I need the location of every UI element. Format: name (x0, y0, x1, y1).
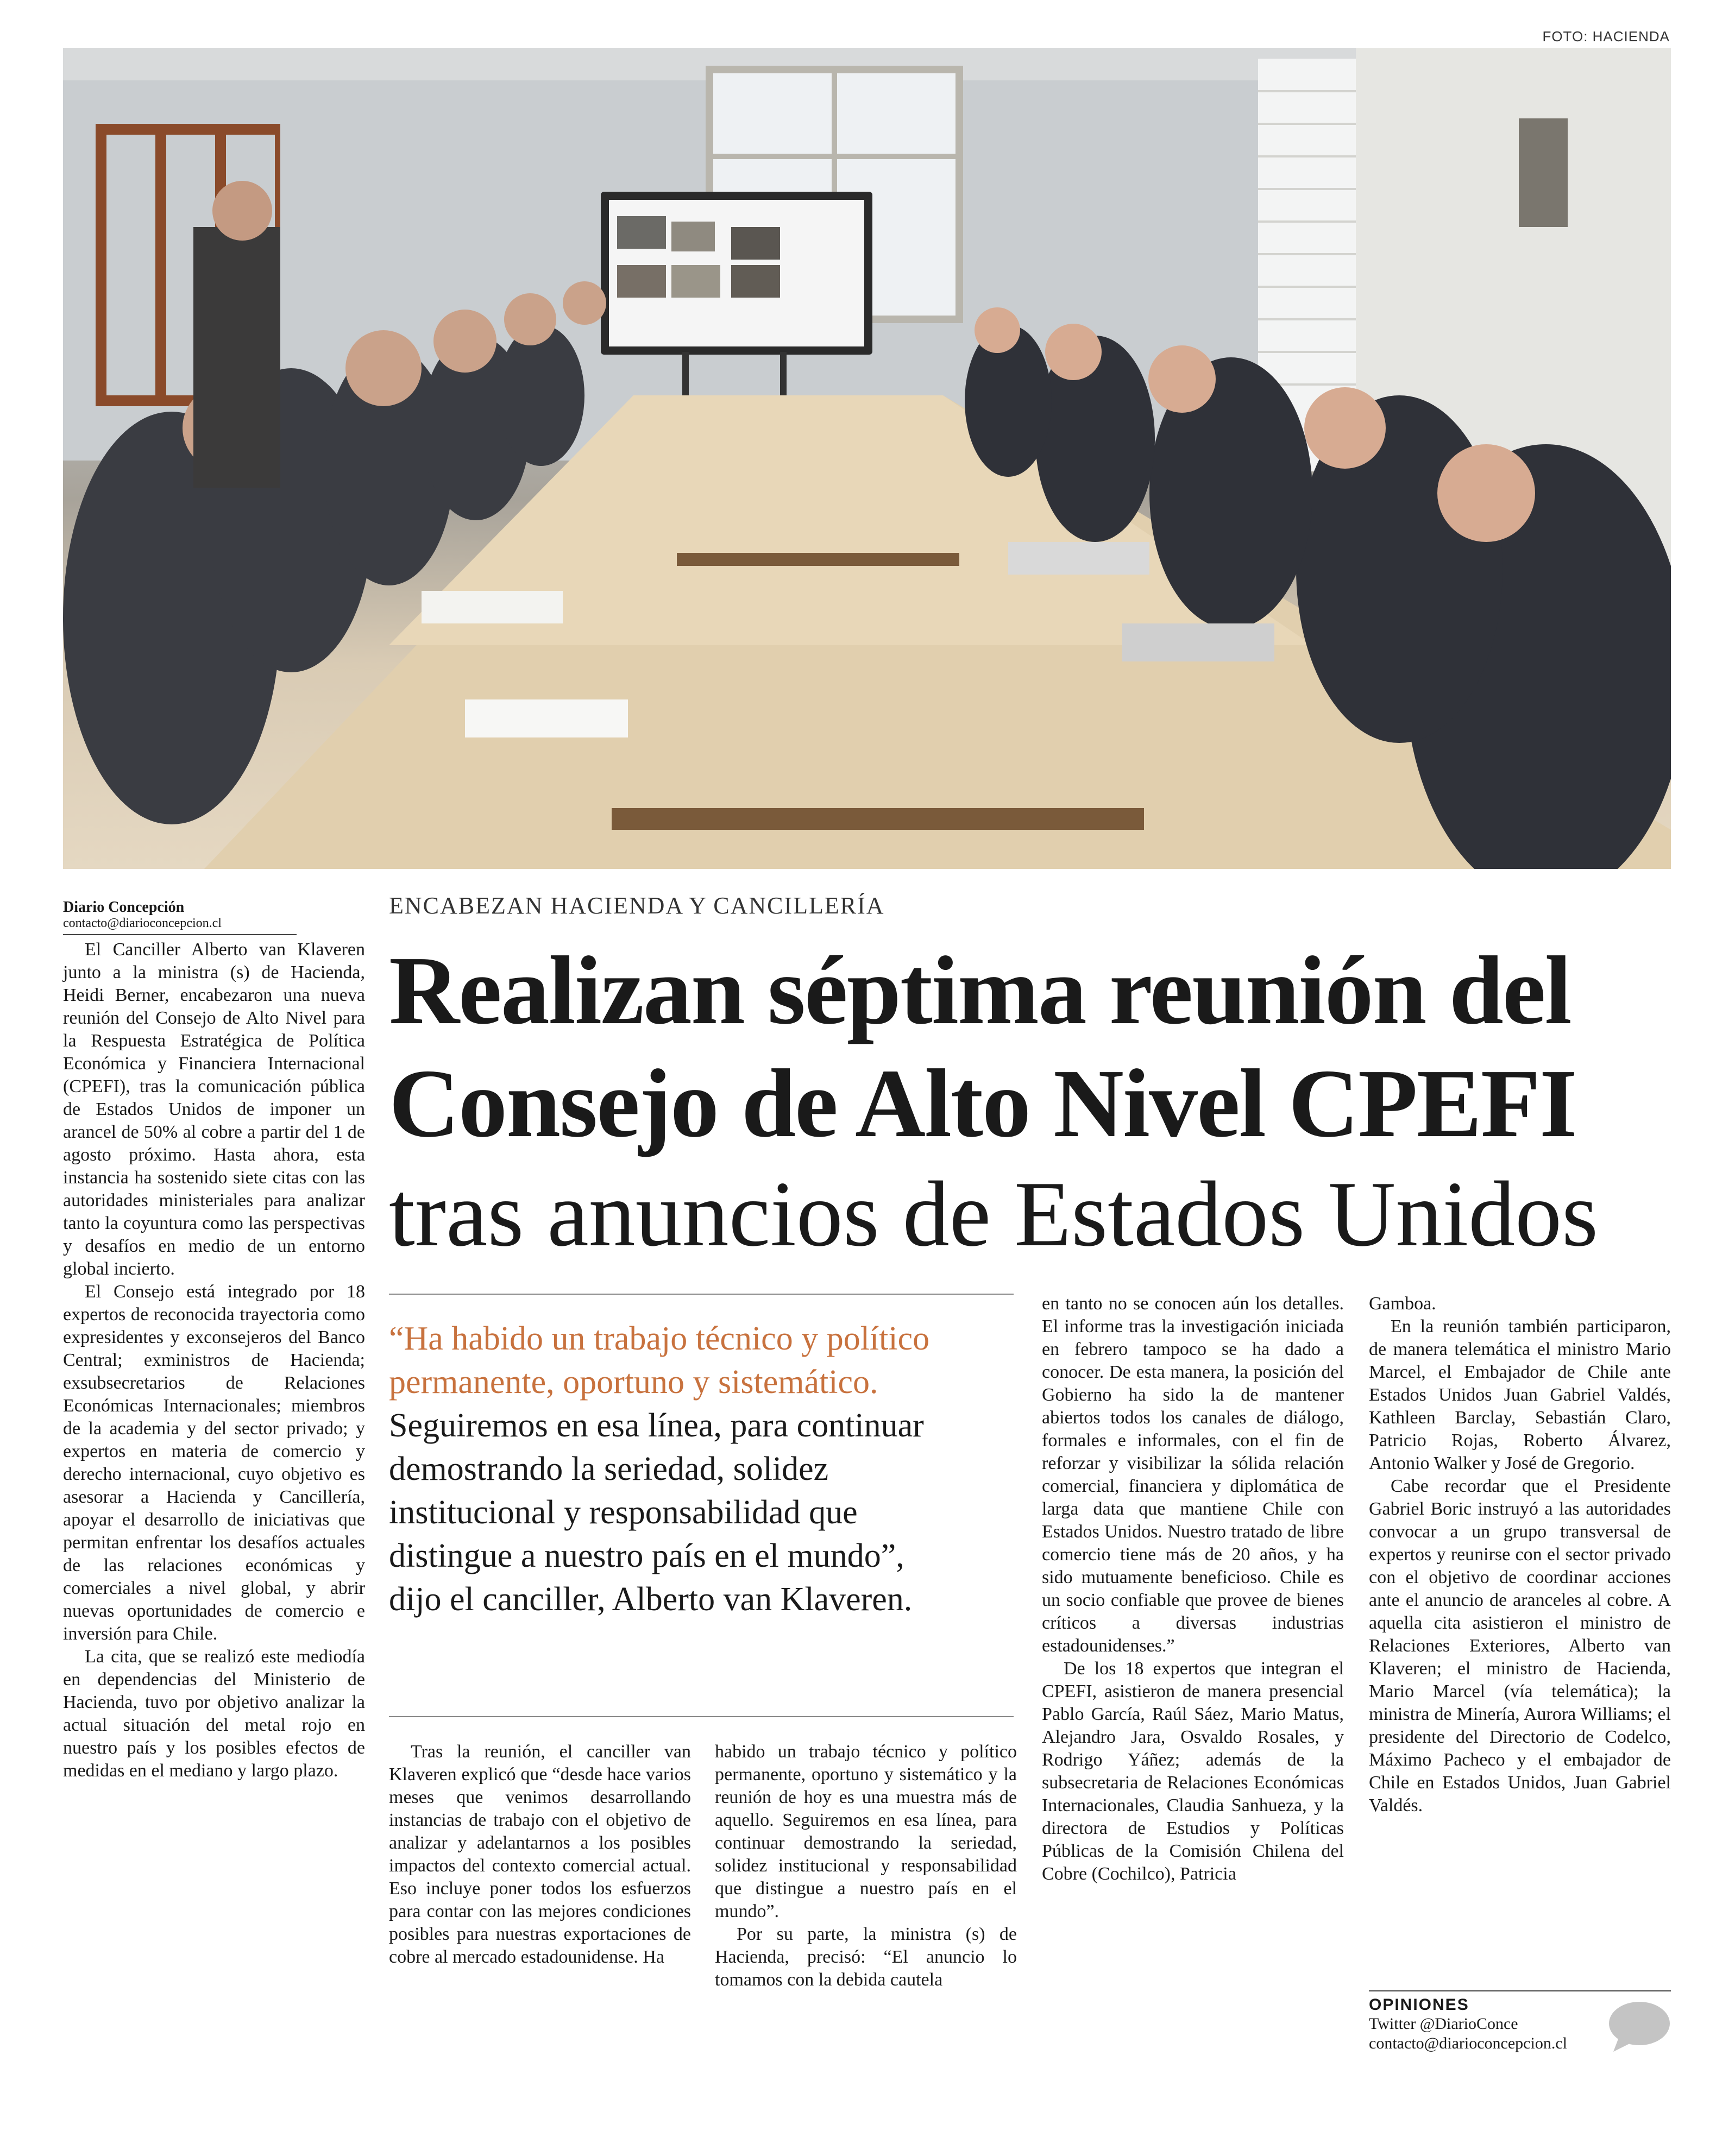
meeting-photo (63, 48, 1671, 869)
speech-bubble-icon (1607, 2000, 1671, 2054)
kicker: ENCABEZAN HACIENDA Y CANCILLERÍA (389, 892, 885, 919)
paragraph: en tanto no se conocen aún los detalles. El informe tras la investigación iniciada en febrero tampoco se ha dado a conocer. De esta manera, la posición del Gobierno ha sido la de mantener abiertos todos los canales de diálogo, formales e informales, con el fin de reforzar y visibilizar la sólida relación comercial, financiera y diplomática de larga data que mantiene Chile con Estados Unidos. Nuestro tratado de libre comercio tiene más de 20 años, y ha sido mutuamente beneficioso. Chile es un socio confiable que provee de bienes críticos a diversas industrias estadounidenses.” (1042, 1294, 1344, 1656)
headline-line-3: tras anuncios de Estados Unidos (389, 1163, 1599, 1266)
paragraph: Gamboa. (1369, 1294, 1436, 1314)
photo-credit: FOTO: HACIENDA (1542, 28, 1670, 45)
paragraph: Cabe recordar que el Presidente Gabriel Boric instruyó a las autoridades convocar a un grupo transversal de expertos y reunirse con el sector privado con el objetivo de coordinar acciones ante el anuncio de aranceles al cobre. A aquella cita asistieron el ministro de Relaciones Exteriores, Alberto van Klaveren; el ministro de Hacienda, Mario Marcel (vía telemática); la ministra de Minería, Aurora Williams; el presidente del Directorio de Codelco, Máximo Pacheco y el embajador de Chile en Estados Unidos, Juan Gabriel Valdés. (1369, 1476, 1671, 1815)
quote-bottom-rule (389, 1716, 1014, 1717)
opiniones-rule (1369, 1990, 1671, 1991)
article-column-1 (63, 938, 365, 1782)
headline (389, 934, 1682, 1269)
paragraph: El Consejo está integrado por 18 expertos de reconocida trayectoria como expresidentes y exconsejeros del Banco Central; exministros de Hacienda; exsubsecretarios de Relaciones Económicas Internacionales; miembros de la academia y del sector privado; y expertos en materia de comercio y derecho internacional, cuyo objetivo es asesorar a Hacienda y Cancillería, apoyar el desarrollo de iniciativas que permitan enfrentar los desafíos actuales de las relaciones económicas y comerciales a nivel global, y abrir nuevas oportunidades de comercio e inversión para Chile. (63, 1282, 365, 1644)
opiniones-twitter[interactable]: Twitter @DiarioConce (1369, 2015, 1518, 2033)
article-column-2 (389, 1741, 691, 1969)
byline (63, 899, 297, 935)
pull-quote-highlight: “Ha habido un trabajo técnico y político permanente, oportuno y sistemático. (389, 1320, 930, 1401)
opiniones-title: OPINIONES (1369, 1996, 1469, 2014)
article-column-5 (1369, 1293, 1671, 1817)
opiniones-email[interactable]: contacto@diarioconcepcion.cl (1369, 2034, 1567, 2052)
paragraph: La cita, que se realizó este mediodía en dependencias del Ministerio de Hacienda, tuvo por objetivo analizar la actual situación del metal rojo en nuestro país y los posibles efectos de medidas en el mediano y largo plazo. (63, 1647, 365, 1781)
headline-line-1: Realizan séptima reunión del (389, 936, 1571, 1044)
article-column-4 (1042, 1293, 1344, 1886)
pull-quote (389, 1317, 948, 1621)
paragraph: De los 18 expertos que integran el CPEFI, asistieron de manera presencial Pablo García, Raúl Sáez, Mario Matus, Alejandro Jara, Osvaldo Rosales, y Rodrigo Yáñez; además de la subsecretaria de Relaciones Económicas Internacionales, Claudia Sanhueza, y la directora de Estudios y Políticas Públicas de la Comisión Chilena del Cobre (Cochilco), Patricia (1042, 1659, 1344, 1884)
byline-name: Diario Concepción (63, 899, 185, 916)
quote-top-rule (389, 1294, 1014, 1295)
paragraph: En la reunión también participaron, de manera telemática el ministro Mario Marcel, el Embajador de Chile ante Estados Unidos Juan Gabriel Valdés, Kathleen Barclay, Sebastián Claro, Patricio Rojas, Roberto Álvarez, Antonio Walker y José de Gregorio. (1369, 1316, 1671, 1473)
headline-line-2: Consejo de Alto Nivel CPEFI (389, 1049, 1576, 1157)
paragraph: Por su parte, la ministra (s) de Hacienda, precisó: “El anuncio lo tomamos con la debida cautela (715, 1924, 1017, 1990)
paragraph: Tras la reunión, el canciller van Klaveren explicó que “desde hace varios meses que venimos desarrollando instancias de trabajo con el objetivo de analizar y adelantarnos a los posibles impactos del contexto comercial actual. Eso incluye poner todos los esfuerzos para contar con las mejores condiciones posibles para nuestras exportaciones de cobre al mercado estadounidense. Ha (389, 1742, 691, 1967)
paragraph: habido un trabajo técnico y político permanente, oportuno y sistemático y la reunión de hoy es una muestra más de aquello. Seguiremos en esa línea, para continuar demostrando la seriedad, solidez institucional y responsabilidad que distingue a nuestro país en el mundo”. (715, 1742, 1017, 1921)
byline-email[interactable]: contacto@diarioconcepcion.cl (63, 916, 297, 935)
paragraph: El Canciller Alberto van Klaveren junto a la ministra (s) de Hacienda, Heidi Berner, encabezaron una nueva reunión del Consejo de Alto Nivel para la Respuesta Estratégica de Política Económica y Financiera Internacional (CPEFI), tras la comunicación pública de Estados Unidos de imponer un arancel de 50% al cobre a partir del 1 de agosto próximo. Hasta ahora, esta instancia ha sostenido siete citas con las autoridades ministeriales para analizar tanto la coyuntura como las perspectivas y desafíos en medio de un entorno global incierto. (63, 940, 365, 1279)
pull-quote-rest: Seguiremos en esa línea, para continuar demostrando la seriedad, solidez institucional y responsabilidad que distingue a nuestro país en el mundo”, dijo el canciller, Alberto van Klaveren. (389, 1407, 924, 1618)
article-column-3 (715, 1741, 1017, 1991)
